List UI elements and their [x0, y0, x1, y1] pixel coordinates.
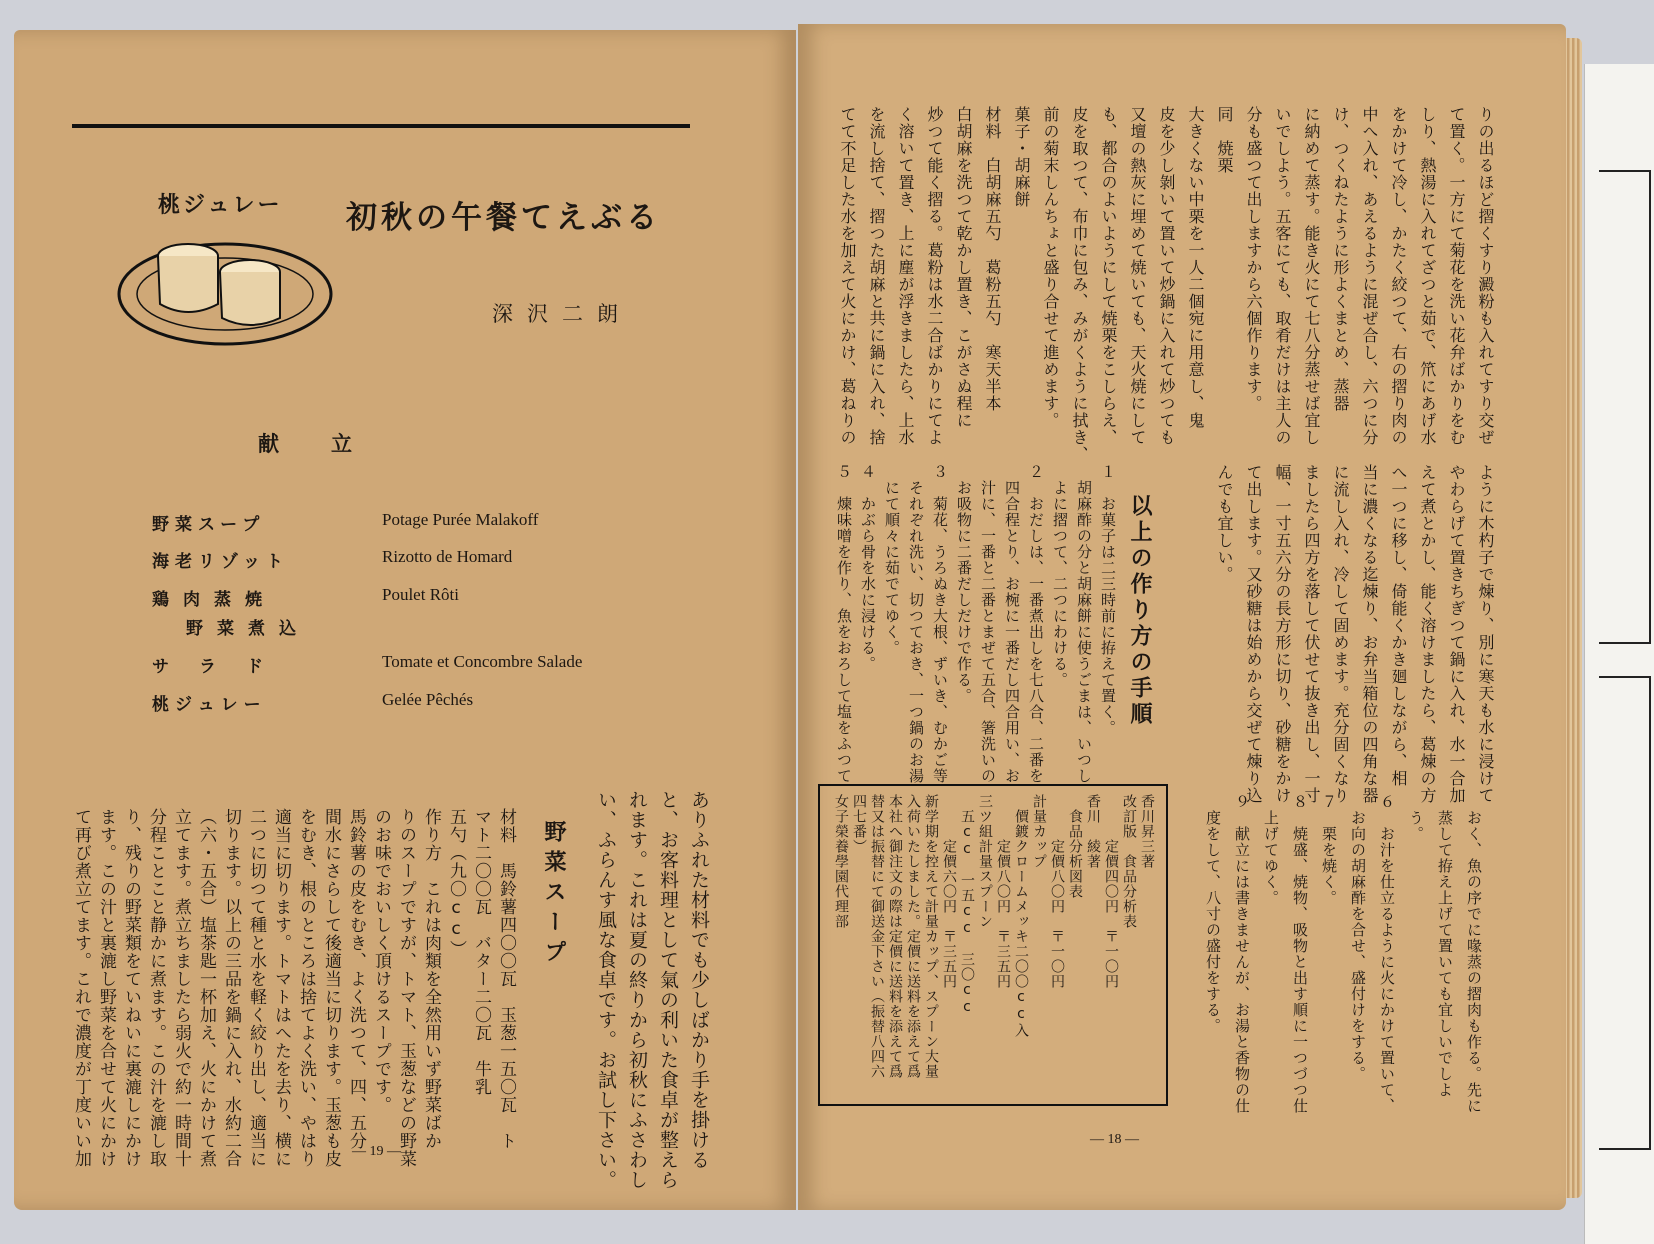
advertisement-text — [828, 794, 1156, 1092]
step-line: １ お菓子は二三時前に拵えて置く。 — [1099, 464, 1117, 736]
mid-recipe-text — [1174, 464, 1500, 804]
intro-text — [590, 790, 714, 1190]
text-column: 又壇の熱灰に埋めて焼いても、天火焼にして — [1128, 106, 1147, 446]
step-line: よに摺つて、二つにわける。 — [1051, 464, 1069, 688]
text-column: 白胡麻を洗つて乾かし置き、こがさぬ程に — [954, 106, 973, 429]
text-column: いでしよう。五客にても、取肴だけは主人の — [1273, 106, 1292, 446]
sheet-frame — [1599, 170, 1651, 644]
step-line: 度をして、八寸の盛付をする。 — [1204, 794, 1222, 1034]
method-heading: 以上の作り方の手順 — [1127, 494, 1152, 728]
text-column: ように木杓子で煉り、別に寒天も水に浸けて — [1476, 464, 1495, 804]
text-column: て置く。一方にて菊花を洗い花弁ばかりをむ — [1447, 106, 1466, 446]
ad-line: 本社へ御注文の際は定價に送料を添えて爲 — [887, 794, 903, 1079]
text-column: 立てます。煮立ちましたら弱火で約一時間十 — [171, 808, 191, 1168]
menu-fr: Tomate et Concombre Salade — [382, 652, 583, 671]
menu-jp: 海老リゾット — [152, 552, 289, 572]
text-column: け、つくねたように形よくまとめ、蒸器 — [1331, 106, 1350, 412]
menu-jp: 野菜煮込 — [186, 619, 310, 639]
ad-line: 新学期を控えて計量カップ、スプーン大量 — [923, 794, 939, 1079]
text-column: 炒つて能く摺る。葛粉は水二合ばかりにてよ — [925, 106, 944, 446]
text-column: 同 焼栗 — [1215, 106, 1234, 174]
text-column: 菓子・胡麻餅 — [1012, 106, 1031, 208]
ad-line: 食品分析図表 — [1067, 794, 1083, 899]
step-line: ２ おだしは、一番煮出しを七八合、二番を — [1027, 464, 1045, 784]
text-column: ましたら四方を落して伏せて抜き出し、一寸 — [1302, 464, 1321, 804]
step-line: ９ 献立には書きませんが、お湯と香物の仕 — [1233, 794, 1251, 1114]
ad-line: 女子榮養學園代理部 — [833, 794, 849, 929]
text-column: マト二〇〇瓦 バター二〇瓦 牛乳 — [471, 808, 491, 1096]
step-line: ３ 菊花、うろぬき大根、ずいき、むかご等 — [931, 464, 949, 784]
text-column: 当に濃くなる迄煉り、お弁当箱位の四角な器 — [1360, 464, 1379, 804]
text-column: に流し入れ、冷して固めます。充分固くなり — [1331, 464, 1350, 804]
menu-fr: Rizotto de Homard — [382, 547, 513, 566]
section-label: 桃ジュレー — [158, 193, 283, 218]
page-number: — 18 — — [1090, 1132, 1139, 1147]
text-column: 前の菊末しんちょと盛り合せて進めます。 — [1041, 106, 1060, 429]
step-line: ８ 焼盛、焼物、吸物と出す順に一つづつ仕 — [1291, 794, 1309, 1114]
text-column: 皮を少し剝いて置いて炒鍋に入れて炒つても — [1157, 106, 1176, 446]
text-column: 切ります。以上の三品を鍋に入れ、水約二合 — [221, 808, 241, 1168]
text-column: のお味でおいしく頂けるスープです。 — [371, 808, 391, 1114]
text-column: 分も盛つて出しますから六個作ります。 — [1244, 106, 1263, 412]
step-line: ６ お汁を仕立るように火にかけて置いて、 — [1378, 794, 1396, 1114]
ad-line: 定價八〇円 〒三五円 — [995, 794, 1011, 989]
text-column: 馬鈴薯の皮をむき、よく洗つて、四、五分 — [346, 808, 366, 1150]
text-column: く溶いて置き、上に塵が浮きましたら、上水 — [896, 106, 915, 446]
top-recipe-text — [824, 106, 1500, 463]
text-column: れます。これは夏の終りから初秋にふさわし — [626, 790, 648, 1190]
step-line: ７ 栗を焼く。 — [1320, 794, 1338, 906]
text-column: 二つに切つて種と水を軽く絞り出し、適当に — [246, 808, 266, 1168]
step-line: にて順々に茹でてゆく。 — [883, 464, 901, 656]
text-column: 大きくない中栗を一人二個宛に用意し、鬼 — [1186, 106, 1205, 429]
ad-line: 香川昇三著 — [1139, 794, 1155, 869]
text-column: （六・五合）塩茶匙一杯加え、火にかけて煮 — [196, 808, 216, 1168]
text-column: も、都合のよいようにして焼栗をこしらえ、 — [1099, 106, 1118, 446]
title-rule — [72, 124, 690, 128]
text-column: 材料 白胡麻五勺 葛粉五勺 寒天半本 — [983, 106, 1002, 412]
text-column: てて不足した水を加えて火にかけ、葛ねりの — [838, 106, 857, 446]
menu-row — [152, 510, 772, 540]
menu-row — [152, 614, 772, 644]
ad-line: 四七番） — [851, 794, 867, 854]
ad-line: 價鍍クロームメッキ二〇〇cc入 — [1013, 794, 1029, 1038]
step-line: う。 — [1407, 794, 1425, 842]
step-line: 蒸して拵え上げて置いても宜しいでしよ — [1436, 794, 1454, 1098]
text-column: やわらげて置きちぎつて鍋に入れ、水一合加 — [1447, 464, 1466, 804]
text-column: 五勺（九〇cc） — [446, 808, 466, 958]
menu-fr: Potage Purée Malakoff — [382, 510, 539, 529]
text-column: 間水にさらして後適当に切ります。玉葱も皮 — [321, 808, 341, 1168]
step-line: 汁に、一番と二番とまぜて五合、箸洗いの — [979, 464, 997, 784]
text-column: りの出るほど摺くすり澱粉も入れてすり交ぜ — [1476, 106, 1495, 446]
menu-row — [152, 690, 772, 720]
ad-line: 入荷いたしました。定價に送料を添えて爲 — [905, 794, 921, 1079]
text-column: と、お客料理として氣の利いた食卓が整えら — [657, 790, 679, 1190]
text-column: い、ふらんす風な食卓です。お試し下さい。 — [595, 790, 617, 1190]
author: 深沢二朗 — [492, 302, 632, 326]
text-column: て出します。又砂糖は始めから交ぜて煉り込 — [1244, 464, 1263, 804]
text-column: へ一つに移し、倚能くかき廻しながら、相 — [1389, 464, 1408, 787]
text-column: 適当に切ります。トマトはへたを去り、横に — [271, 808, 291, 1168]
step-line: お吸物に二番だしだけで作る。 — [955, 464, 973, 704]
menu-jp: 桃ジュレー — [152, 695, 267, 715]
dessert-illustration — [114, 220, 336, 350]
menu-row — [152, 585, 772, 615]
menu-jp: サラド — [152, 657, 293, 677]
menu-fr: Poulet Rôti — [382, 585, 459, 604]
menu-jp: 野菜スープ — [152, 515, 266, 535]
ad-line: 替又は振替にて御送金下さい（振替八四六 — [869, 794, 885, 1079]
book-spread — [14, 24, 1580, 1216]
ad-line: 定價八〇円 〒一〇円 — [1049, 794, 1065, 989]
text-column: ます。この汁と裏漉し野菜を合せて火にかけ — [96, 808, 116, 1168]
method-steps-continued — [1188, 794, 1488, 1114]
text-column: を流し捨て、摺つた胡麻と共に鍋に入れ、捨 — [867, 106, 886, 446]
menu-heading: 献立 — [258, 432, 404, 456]
text-column: えて煮とかし、能く溶けましたら、葛煉の方 — [1418, 464, 1437, 804]
sheet-frame — [1599, 676, 1651, 1150]
page-number: — 19 — — [352, 1144, 401, 1159]
text-column: をむき、根のところは捨てよく洗い、やはり — [296, 808, 316, 1168]
menu-row — [152, 652, 772, 682]
ad-line: 定價六〇円 〒三五円 — [941, 794, 957, 989]
text-column: りのスープですが、トマト、玉葱などの野菜 — [396, 808, 416, 1168]
left-page — [14, 30, 796, 1210]
step-line: 上げてゆく。 — [1262, 794, 1280, 906]
text-column: 中へ入れ、あえるように混ぜ合し、六つに分 — [1360, 106, 1379, 446]
ad-line: 改訂版 食品分析表 — [1121, 794, 1137, 929]
menu-jp: 鶏肉蒸焼 — [152, 590, 276, 610]
soup-heading: 野菜スープ — [541, 820, 566, 970]
text-column: て再び煮立てます。これで濃度が丁度いい加 — [71, 808, 91, 1168]
advertisement-box — [818, 784, 1168, 1106]
step-line: それぞれ洗い、切つておき、一つ鍋のお湯 — [907, 464, 925, 784]
ad-line: 計量カップ — [1031, 794, 1047, 869]
text-column: 材料 馬鈴薯四〇〇瓦 玉葱一五〇瓦 ト — [496, 808, 516, 1150]
menu-fr: Gelée Pêchés — [382, 690, 474, 709]
ad-line: 五cc 一五cc 三〇cc — [959, 794, 975, 1016]
text-column: に納めて蒸す。能き火にて七八分蒸せば宜し — [1302, 106, 1321, 446]
step-line: 四合程とり、お椀に一番だし四合用い、お — [1003, 464, 1021, 784]
right-page — [798, 24, 1566, 1210]
ad-line: 香川 綾著 — [1085, 794, 1101, 869]
text-column: をかけて冷し、かたく絞つて、右の摺り肉の — [1389, 106, 1408, 446]
step-line: お向の胡麻酢を合せ、盛付けをする。 — [1349, 794, 1367, 1082]
text-column: り、残りの野菜類をていねいに裏漉しにかけ — [121, 808, 141, 1168]
ad-line: 三ツ組計量スプーン — [977, 794, 993, 929]
text-column: んでも宜しい。 — [1215, 464, 1234, 583]
step-line: おく、魚の序でに喙蒸の摺肉も作る。先に — [1465, 794, 1483, 1114]
text-column: 作り方 これは肉類を全然用いず野菜ばか — [421, 808, 441, 1150]
menu-row — [152, 547, 772, 577]
next-sheet — [1584, 64, 1654, 1244]
text-column: 皮を取つて、布巾に包み、みがくように拭き、 — [1070, 106, 1089, 463]
method-steps — [824, 464, 1120, 784]
page-title: 初秋の午餐てえぶる — [346, 200, 661, 236]
text-column: しり、熱湯に入れてざつと茹で、笊にあげ水 — [1418, 106, 1437, 446]
step-line: ５ 煉味噌を作り、魚をおろして塩をふつて — [835, 464, 853, 784]
ad-line: 定價四〇円 〒一〇円 — [1103, 794, 1119, 989]
step-line: ４ かぶら骨を水に浸ける。 — [859, 464, 877, 672]
text-column: 幅、一寸五六分の長方形に切り、砂糖をかけ — [1273, 464, 1292, 804]
step-line: 胡麻酢の分と胡麻餅に使うごまは、いつし — [1075, 464, 1093, 784]
text-column: ありふれた材料でも少しばかり手を掛ける — [688, 790, 710, 1170]
text-column: 分程ことこと静かに煮ます。この汁を漉し取 — [146, 808, 166, 1168]
